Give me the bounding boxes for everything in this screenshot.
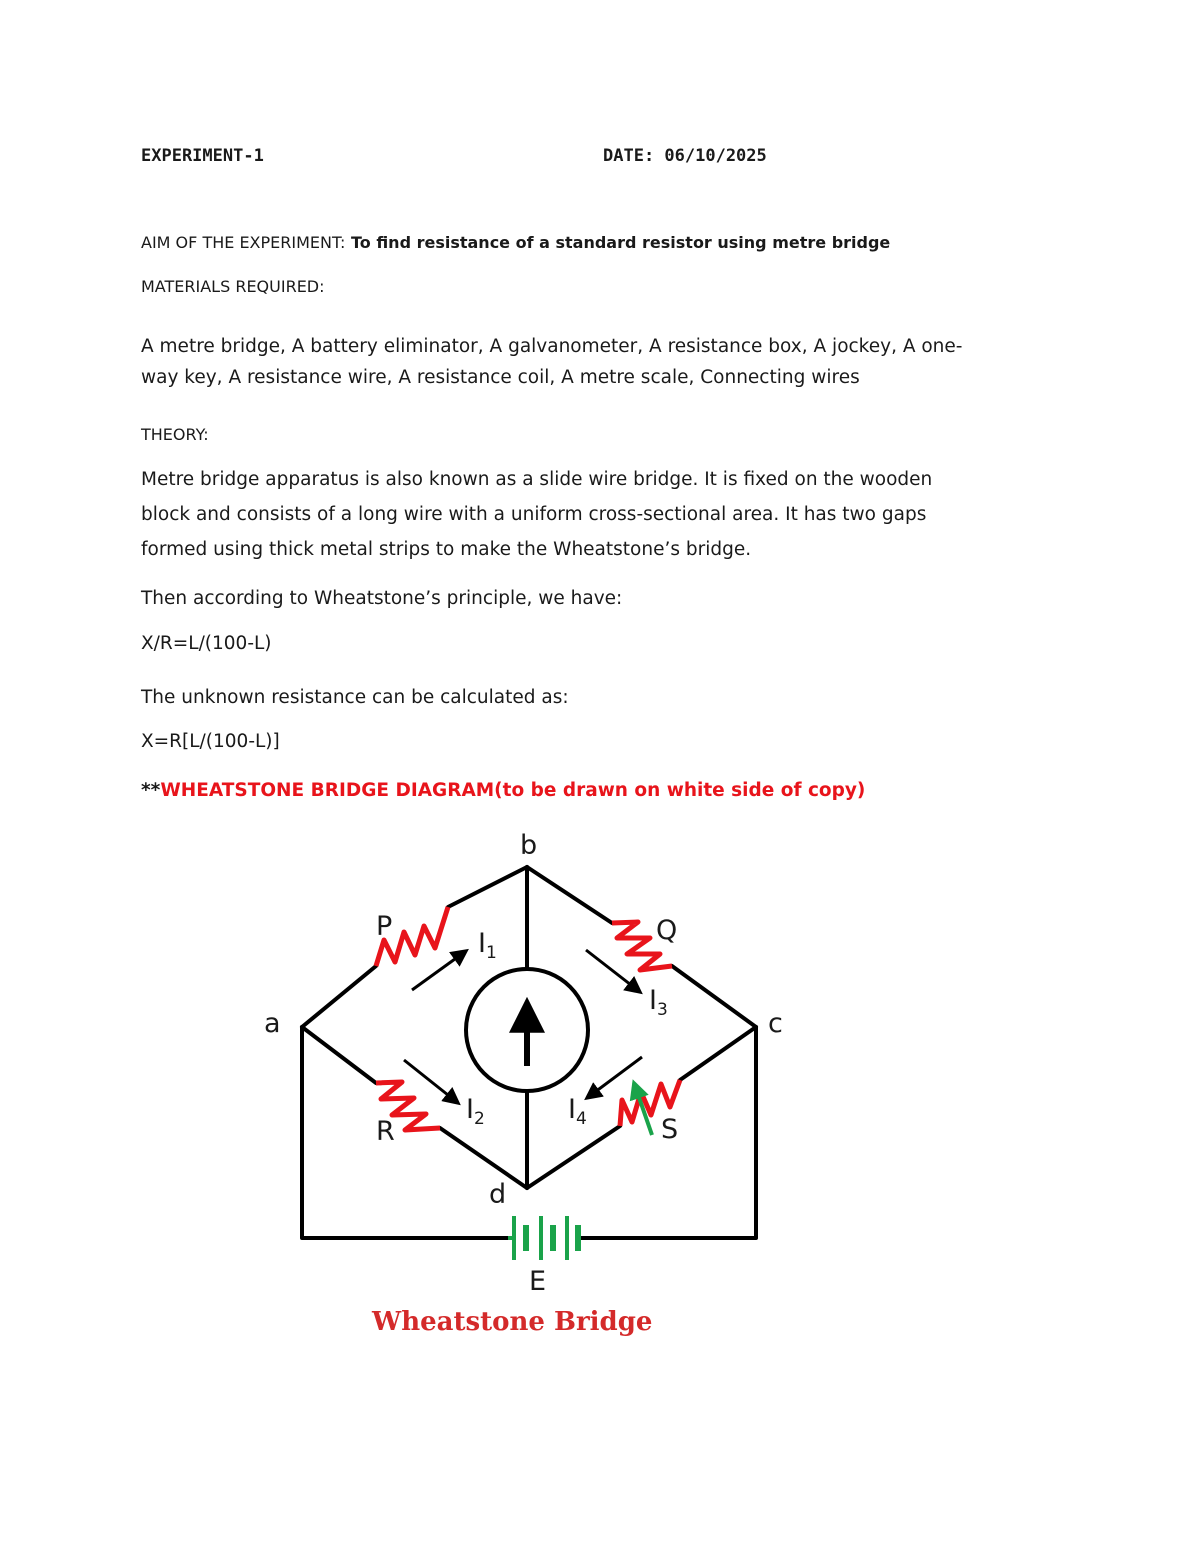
node-label-c: c (768, 1008, 783, 1039)
aim-label: AIM OF THE EXPERIMENT: (141, 233, 346, 252)
node-label-b: b (520, 830, 538, 861)
aim-text: To find resistance of a standard resistor using metre bridge (345, 233, 891, 252)
materials-line-2: way key, A resistance wire, A resistance coil, A metre scale, Connecting wires (141, 367, 860, 388)
theory-line-1: Metre bridge apparatus is also known as a slide wire bridge. It is fixed on the wooden (141, 469, 933, 490)
theory-label: THEORY: (141, 425, 209, 444)
theory-line-3: formed using thick metal strips to make the Wheatstone’s bridge. (141, 539, 752, 560)
materials-label: MATERIALS REQUIRED: (141, 277, 325, 296)
materials-line-1: A metre bridge, A battery eliminator, A galvanometer, A resistance box, A jockey, A one- (141, 336, 963, 357)
experiment-title: EXPERIMENT-1 (141, 146, 264, 166)
battery-symbol (510, 1218, 578, 1258)
current-label-i2: $I_2$ (466, 1094, 485, 1129)
diagram-note-prefix: ** (141, 780, 161, 801)
current-arrow-i1 (412, 951, 466, 990)
diagram-note-text: WHEATSTONE BRIDGE DIAGRAM(to be drawn on white side of copy) (160, 780, 866, 801)
theory-line-2: block and consists of a long wire with a uniform cross-sectional area. It has two gaps (141, 504, 927, 525)
resistor-label-q: Q (656, 915, 678, 946)
formula-ratio: X/R=L/(100-L) (141, 633, 272, 654)
aim-line (141, 233, 890, 252)
formula-x: X=R[L/(100-L)] (141, 731, 280, 752)
current-arrow-i4 (587, 1057, 642, 1098)
experiment-date: DATE: 06/10/2025 (603, 146, 767, 166)
resistor-label-r: R (376, 1116, 395, 1147)
resistor-label-s: S (661, 1114, 679, 1145)
diagram-note (141, 780, 865, 801)
principle-text: Then according to Wheatstone’s principle, we have: (141, 588, 623, 609)
current-label-i1: $I_1$ (478, 928, 497, 963)
diagram-caption: Wheatstone Bridge (372, 1307, 653, 1337)
calc-intro: The unknown resistance can be calculated as: (141, 687, 569, 708)
resistor-label-p: P (376, 911, 393, 942)
current-label-i3: $I_3$ (649, 985, 668, 1020)
wheatstone-bridge-diagram (250, 825, 783, 1345)
current-label-i4: $I_4$ (568, 1094, 587, 1129)
node-label-d: d (489, 1179, 507, 1210)
node-label-a: a (264, 1008, 281, 1039)
battery-label-e: E (529, 1266, 547, 1297)
